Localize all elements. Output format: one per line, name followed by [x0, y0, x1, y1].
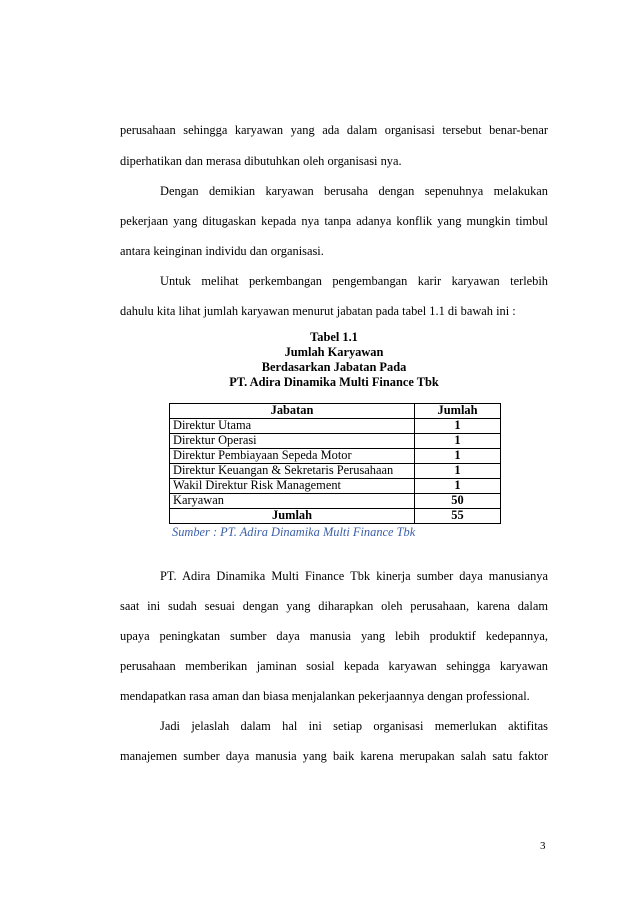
table-row: [170, 434, 501, 449]
body-text-line: PT. Adira Dinamika Multi Finance Tbk kinerja sumber daya manusianya: [160, 569, 548, 583]
body-text-line: perusahaan memberikan jaminan sosial kepada karyawan sehingga karyawan: [120, 659, 548, 673]
table-source-note: Sumber : PT. Adira Dinamika Multi Finance Tbk: [172, 525, 416, 539]
cell-jabatan: Direktur Keuangan & Sekretaris Perusahaan: [170, 464, 415, 479]
table-row: [170, 494, 501, 509]
body-text-line: mendapatkan rasa aman dan biasa menjalankan pekerjaannya dengan professional.: [120, 689, 530, 703]
cell-jabatan: Direktur Operasi: [170, 434, 415, 449]
column-header-jumlah: Jumlah: [415, 404, 501, 419]
page-number: 3: [540, 840, 546, 852]
table-caption-title: Jumlah Karyawan: [284, 345, 384, 359]
table-caption-subtitle: Berdasarkan Jabatan Pada: [261, 360, 407, 374]
cell-jumlah: 1: [415, 449, 501, 464]
cell-jabatan: Wakil Direktur Risk Management: [170, 479, 415, 494]
cell-jumlah: 50: [415, 494, 501, 509]
body-text-line: dahulu kita lihat jumlah karyawan menurut jabatan pada tabel 1.1 di bawah ini :: [120, 304, 516, 318]
body-text-line: diperhatikan dan merasa dibutuhkan oleh organisasi nya.: [120, 154, 402, 168]
body-text-line: upaya peningkatan sumber daya manusia yang lebih produktif kedepannya,: [120, 629, 548, 643]
table-row: [170, 449, 501, 464]
total-label: Jumlah: [170, 509, 415, 524]
body-text-line: saat ini sudah sesuai dengan yang diharapkan oleh perusahaan, karena dalam: [120, 599, 548, 613]
column-header-jabatan: Jabatan: [170, 404, 415, 419]
body-text-line: perusahaan sehingga karyawan yang ada dalam organisasi tersebut benar-benar: [120, 123, 548, 137]
body-text-line: Untuk melihat perkembangan pengembangan karir karyawan terlebih: [160, 274, 548, 288]
body-text-line: manajemen sumber daya manusia yang baik karena merupakan salah satu faktor: [120, 749, 548, 763]
table-total-row: [170, 509, 501, 524]
table-header-row: [170, 404, 501, 419]
cell-jumlah: 1: [415, 419, 501, 434]
body-text-line: antara keinginan individu dan organisasi.: [120, 244, 324, 258]
cell-jabatan: Direktur Utama: [170, 419, 415, 434]
cell-jabatan: Direktur Pembiayaan Sepeda Motor: [170, 449, 415, 464]
table-row: [170, 464, 501, 479]
cell-jabatan: Karyawan: [170, 494, 415, 509]
body-text-line: Jadi jelaslah dalam hal ini setiap organisasi memerlukan aktifitas: [160, 719, 548, 733]
employee-table: [169, 403, 501, 524]
table-caption-number: Tabel 1.1: [310, 330, 358, 344]
table-row: [170, 419, 501, 434]
total-value: 55: [415, 509, 501, 524]
cell-jumlah: 1: [415, 464, 501, 479]
body-text-line: Dengan demikian karyawan berusaha dengan sepenuhnya melakukan: [160, 184, 548, 198]
cell-jumlah: 1: [415, 479, 501, 494]
cell-jumlah: 1: [415, 434, 501, 449]
body-text-line: pekerjaan yang ditugaskan kepada nya tanpa adanya konflik yang mungkin timbul: [120, 214, 548, 228]
table-row: [170, 479, 501, 494]
table-caption-company: PT. Adira Dinamika Multi Finance Tbk: [229, 375, 439, 389]
